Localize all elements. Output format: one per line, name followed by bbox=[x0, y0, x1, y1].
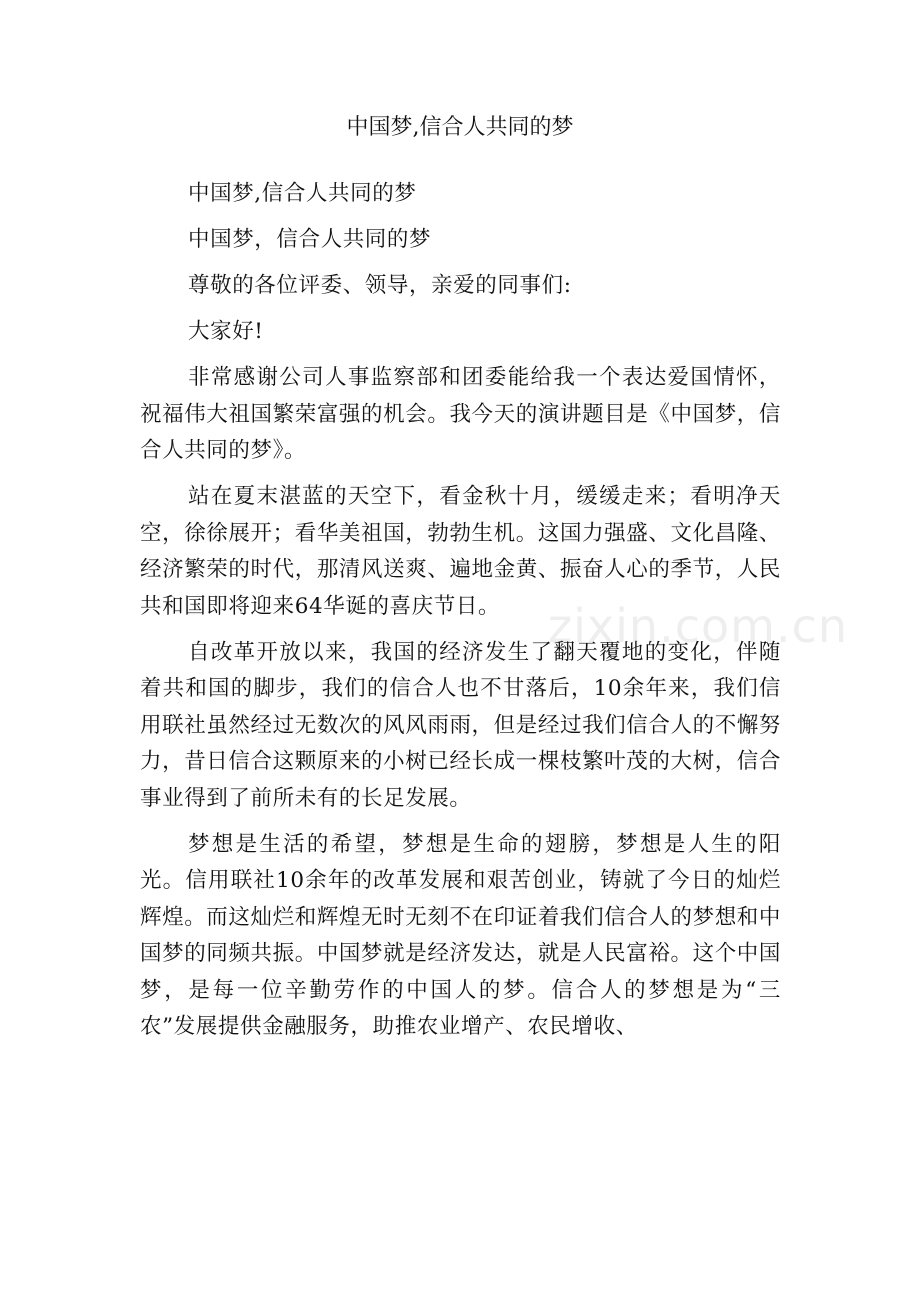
paragraph-dream: 梦想是生活的希望，梦想是生命的翅膀，梦想是人生的阳光。信用联社10余年的改革发展和艰苦创业，铸就了今日的灿烂辉煌。而这灿烂和辉煌无时无刻不在印证着我们信合人的梦想和中国梦的同频共振。中国梦就是经济发达，就是人民富裕。这个中国梦，是每一位辛勤劳作的中国人的梦。信合人的梦想是为“三农”发展提供金融服务，助推农业增产、农民增收、 bbox=[140, 831, 781, 1039]
paragraph-greeting: 大家好! bbox=[188, 319, 264, 344]
document-title: 中国梦,信合人共同的梦 bbox=[346, 115, 574, 140]
paragraph-subtitle-repeat: 中国梦，信合人共同的梦 bbox=[188, 227, 432, 252]
watermark: zixin.com.cn bbox=[548, 599, 849, 653]
paragraph-salutation: 尊敬的各位评委、领导，亲爱的同事们: bbox=[188, 273, 572, 298]
paragraph-autumn: 站在夏末湛蓝的天空下，看金秋十月，缓缓走来；看明净天空，徐徐展开；看华美祖国，勃勃生机。这国力强盛、文化昌隆、经济繁荣的时代，那清风送爽、遍地金黄、振奋人心的季节，人民共和国即将迎来64华诞的喜庆节日。 bbox=[140, 484, 781, 619]
paragraph-reform: 自改革开放以来，我国的经济发生了翻天覆地的变化，伴随着共和国的脚步，我们的信合人也不甘落后，10余年来，我们信用联社虽然经过无数次的风风雨雨，但是经过我们信合人的不懈努力，昔日信合这颗原来的小树已经长成一棵枝繁叶茂的大树，信合事业得到了前所未有的长足发展。 bbox=[140, 639, 781, 811]
paragraph-subtitle: 中国梦,信合人共同的梦 bbox=[188, 181, 417, 206]
paragraph-intro: 非常感谢公司人事监察部和团委能给我一个表达爱国情怀，祝福伟大祖国繁荣富强的机会。我今天的演讲题目是《中国梦，信合人共同的梦》。 bbox=[140, 365, 781, 463]
document-body bbox=[140, 176, 781, 1055]
